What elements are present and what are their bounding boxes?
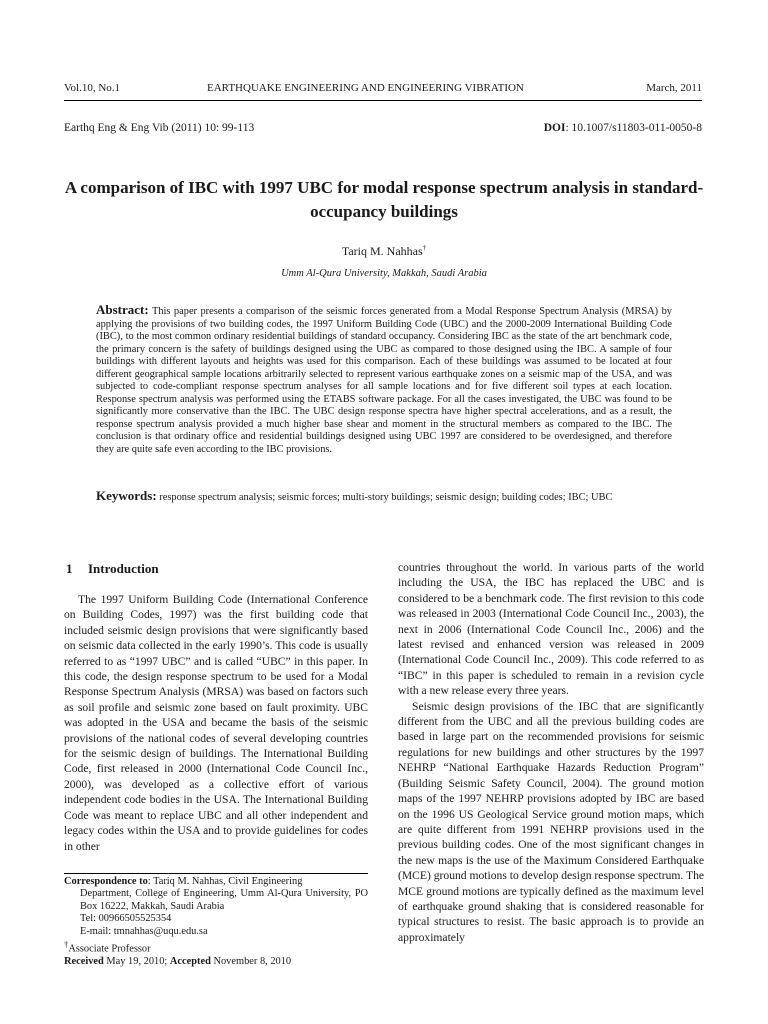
affiliation: Umm Al-Qura University, Makkah, Saudi Arabia [281,268,487,279]
journal-reference: Earthq Eng & Eng Vib (2011) 10: 99-113 [64,122,255,134]
author-line [64,241,704,258]
position-text: Associate Professor [68,943,151,955]
correspondence-line [64,876,368,888]
right-column [398,560,704,945]
abstract-text: This paper presents a comparison of the seismic forces generated from a Modal Response Spectrum Analysis (MRSA) by applying the provisions of two building codes, the 1997 Uniform Building Code (UBC) and the 2000-2009 International Building Code (IBC), to the most common ordinary residential buildings of standard occupancy. Considering IBC as the state of the art benchmark code, the primary concern is the safety of buildings designed using the UBC as compared to those designed using the IBC. A sample of four buildings with different layouts and heights was used for this comparison. Each of these buildings was assumed to be located at four different geographical sample locations arbitrarily selected to represent various earthquake zones on a seismic map of the USA, and was subjected to code-compliant response spectrum analyses for all sample locations and for five different soil types at each location. Response spectrum analysis was performed using the ETABS software package. For all the cases investigated, the UBC was found to be significantly more conservative than the IBC. The UBC design response spectra have higher spectral accelerations, and as a result, the response spectrum analysis provided a much higher base shear and moment in the structural members as compared to the IBC. The conclusion is that ordinary office and residential buildings designed using UBC 1997 are considered to be overdesigned, and therefore they are quite safe even according to the IBC provisions. [96,306,672,456]
doi-value: : 10.1007/s11803-011-0050-8 [565,122,702,134]
left-column [64,592,368,854]
received-date: May 19, 2010; [103,955,170,967]
author-mark: † [422,244,427,252]
footnote-divider [64,873,368,874]
keywords-text: response spectrum analysis; seismic forces; multi-story buildings; seismic design; building codes; IBC; UBC [159,492,613,503]
accepted-date: November 8, 2010 [210,955,292,967]
paragraph: countries throughout the world. In various parts of the world including the USA, the IBC has replaced the UBC and is considered to be a benchmark code. The first revision to this code was released in 2003 (International Code Council Inc., 2003), the next in 2006 (International Code Council Inc., 2006) and the latest revised and enhanced version was released in 2009 (International Code Council Inc., 2009). This code referred to as “IBC” in this paper is scheduled to remain in a revision cycle with a new release every three years. [398,561,704,698]
section-title: Introduction [88,561,159,576]
received-label: Received [64,955,104,967]
footnotes [64,876,368,968]
telephone: Tel: 00966505525354 [80,913,172,925]
doi [544,121,702,135]
abstract-label: Abstract: [96,302,149,317]
author-position [64,938,368,956]
received-accepted [64,956,368,968]
section-heading [66,561,159,576]
paper-title: A comparison of IBC with 1997 UBC for modal response spectrum analysis in standard-occupancy buildings [64,178,704,221]
keywords [96,490,672,505]
header-divider [64,100,702,101]
author-name: Tariq M. Nahhas [341,244,423,258]
email: E-mail: tmnahhas@uqu.edu.sa [80,925,208,937]
correspondence-text: : Tariq M. Nahhas, Civil Engineering [147,876,303,887]
header-date: March, 2011 [646,82,702,94]
paragraph: The 1997 Uniform Building Code (International Conference on Building Codes, 1997) was the first building code that included seismic design provisions that were significantly based on seismic data collected in the early 1990’s. This code is usually referred to as “1997 UBC” and is called “UBC” in this paper. In this code, the design response spectrum to be used for a Modal Response Spectrum Analysis (MRSA) was based on factors such as soil profile and seismic zone based on fault proximity. UBC was adopted in the USA and became the basis of the seismic provisions of the national codes of several developing countries for the seismic design of buildings. The International Building Code, first released in 2000 (International Code Council Inc., 2000), was developed as a collective effort of various independent code bodies in the USA. The International Building Code was meant to replace UBC and all other independent and legacy codes within the USA and to provide guidelines for codes in other [64,593,368,853]
paragraph: Seismic design provisions of the IBC that are significantly different from the UBC and all the previous building codes are based in large part on the recommended provisions for seismic regulations for new buildings and other structures by the 1997 NEHRP “National Earthquake Hazards Reduction Program” (Building Seismic Safety Council, 2004). The ground motion maps of the 1997 NEHRP provisions adopted by IBC are based on the 1996 US Geological Service ground motion maps, which are quite different from 1991 NEHRP provisions used in the previous building codes. One of the most significant changes in the new maps is the use of the Maximum Considered Earthquake (MCE) ground motions to develop design response spectrum. The MCE ground motions are typically defined as the maximum level of earthquake ground shaking that is considered reasonable for typical structures to resist. The basic approach is to provide an approximately [398,699,705,944]
abstract [96,304,672,457]
keywords-label: Keywords: [96,488,157,503]
accepted-label: Accepted [169,955,211,967]
position-mark: † [64,939,69,950]
doi-label: DOI [543,122,566,134]
section-number: 1 [66,561,73,576]
correspondence-address: Department, College of Engineering, Umm Al-Qura University, PO Box 16222, Makkah, Saudi Arabia [80,888,368,912]
correspondence-label: Correspondence to [64,876,148,887]
header-journal-name: EARTHQUAKE ENGINEERING AND ENGINEERING VIBRATION [207,82,524,94]
header-volume: Vol.10, No.1 [64,82,121,94]
